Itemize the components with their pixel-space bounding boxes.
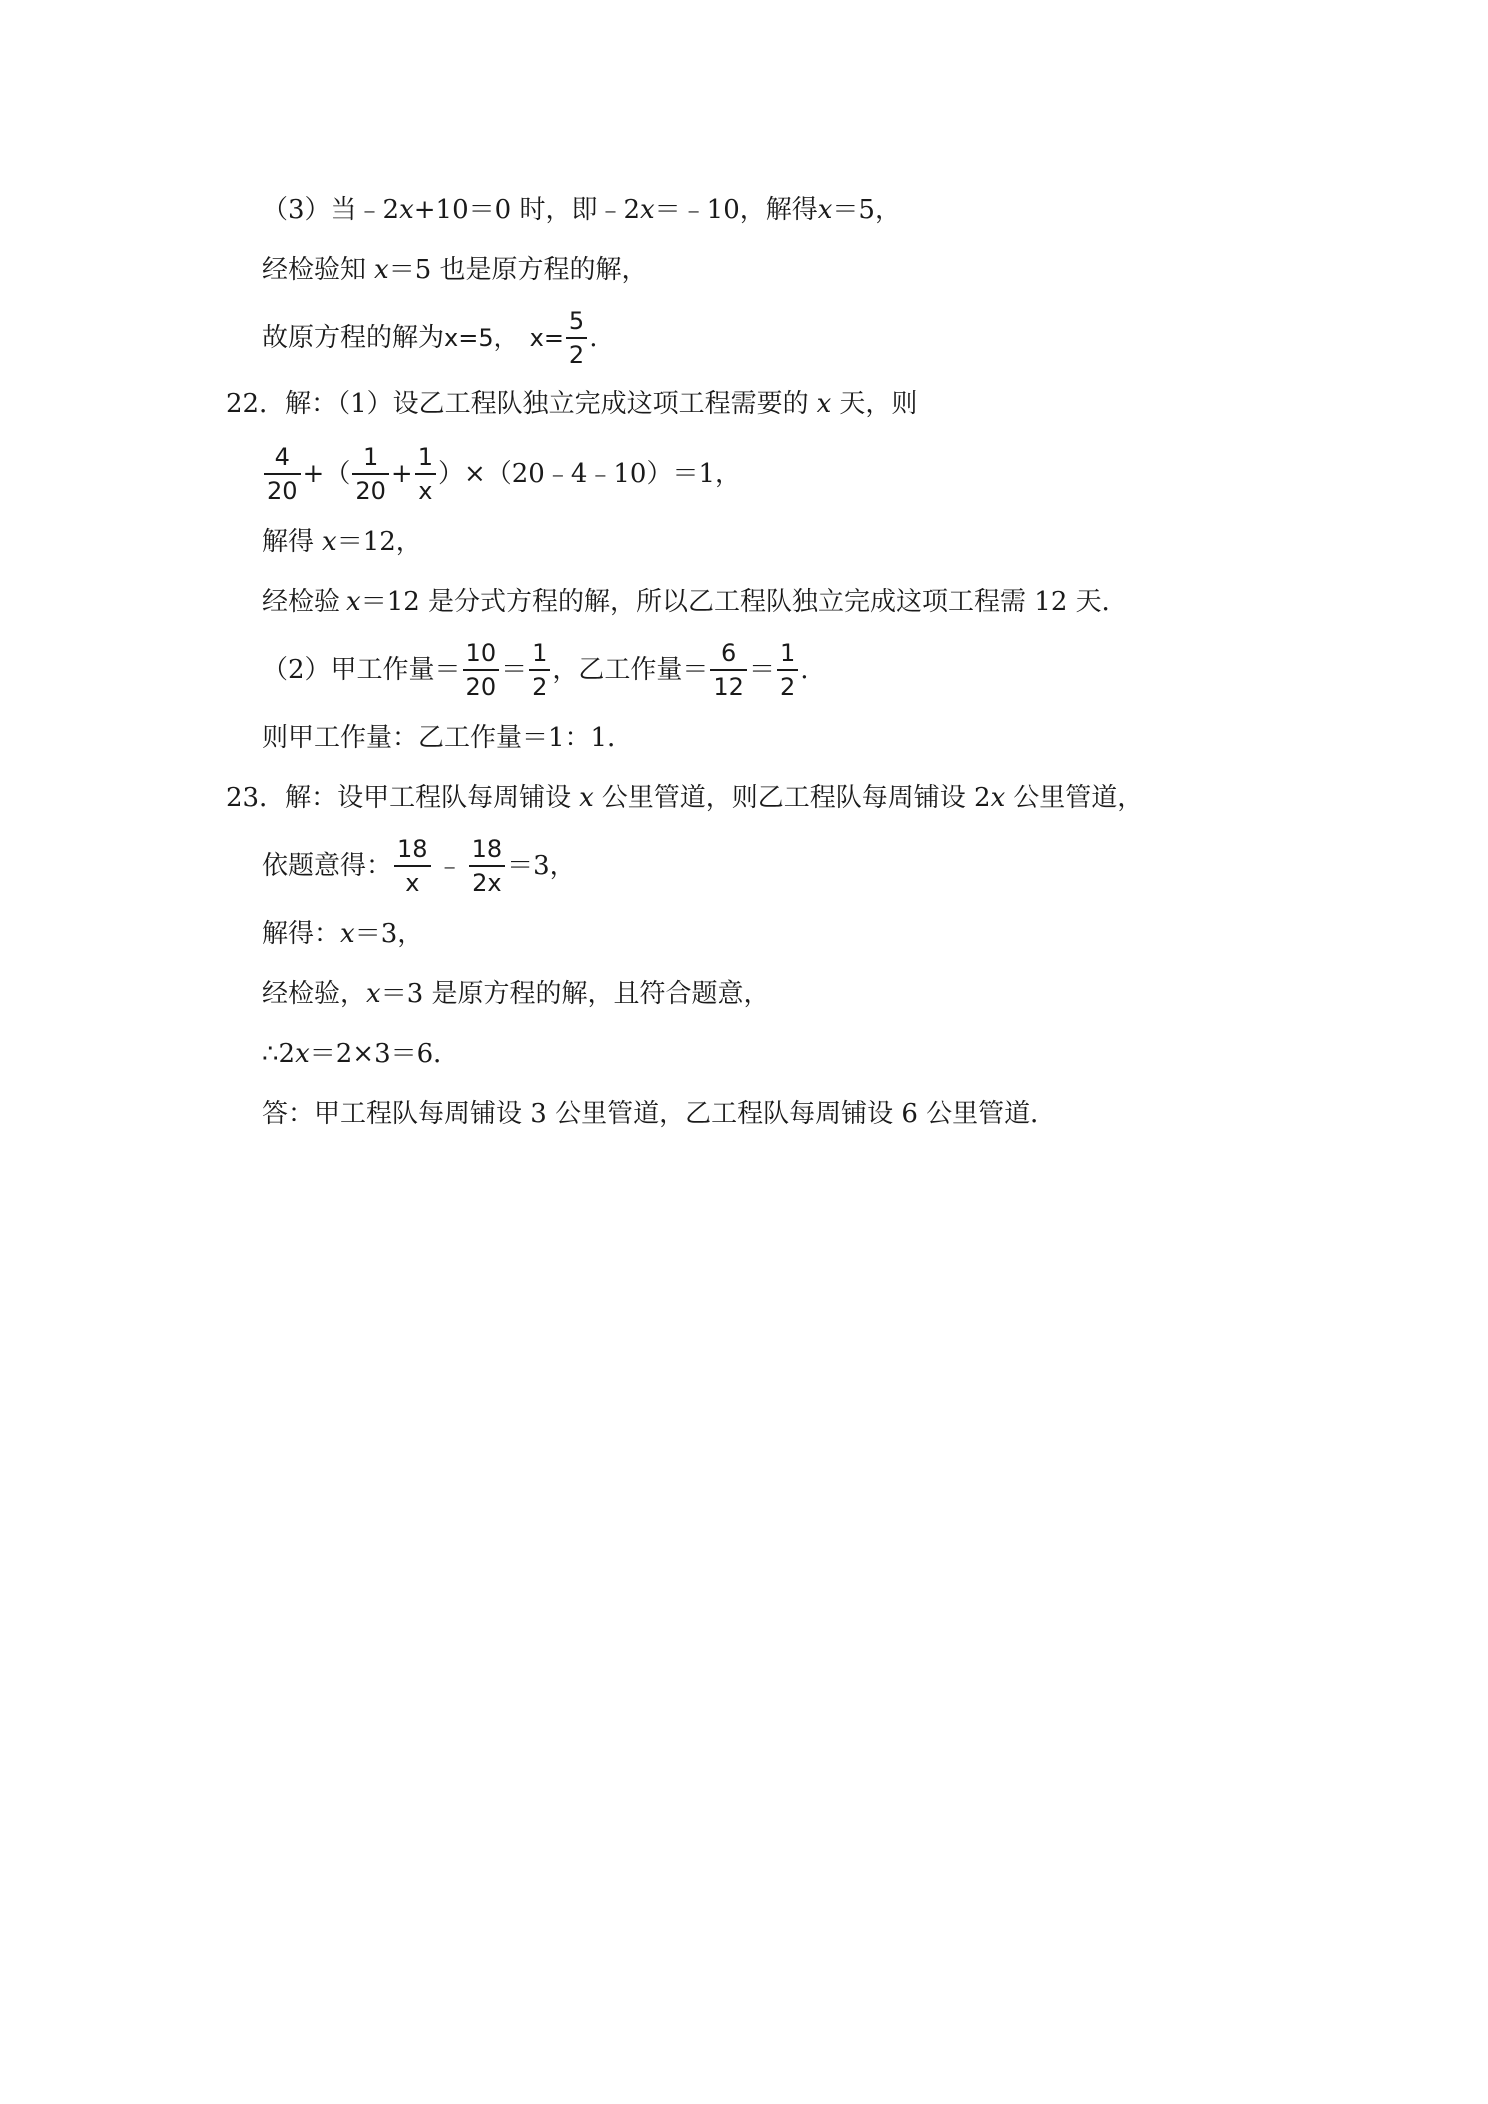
text: ＝﹣10，解得 xyxy=(654,195,818,225)
numerator: 5 xyxy=(568,307,585,335)
denominator: 2x xyxy=(472,869,502,897)
text: +（ xyxy=(302,459,351,489)
variable: x xyxy=(817,195,833,225)
text: ＝3， xyxy=(507,851,576,881)
numerator: 6 xyxy=(721,639,737,667)
numerator: 1 xyxy=(779,639,796,667)
fraction xyxy=(264,443,301,505)
q21-part3-line xyxy=(262,190,901,230)
fraction xyxy=(394,835,431,897)
fraction xyxy=(710,639,747,701)
variable: x xyxy=(399,195,414,225)
text: 公里管道，则乙工程队每周铺设 2 xyxy=(601,783,991,813)
denominator: x xyxy=(418,477,433,505)
fraction xyxy=(566,307,587,369)
text: ﹣2 xyxy=(356,195,400,225)
text: 公里管道， xyxy=(1013,783,1144,813)
text: ∴2 xyxy=(262,1039,296,1069)
q23-heading xyxy=(226,778,1143,818)
variable: x xyxy=(639,195,655,225)
text: （3）当 xyxy=(262,195,357,225)
text: ＝12 是分式方程的解，所以乙工程队独立完成这项工程需 12 天． xyxy=(360,587,1128,617)
text: 解：（1）设乙工程队独立完成这项工程需要的 xyxy=(285,389,809,419)
text: x= xyxy=(529,324,564,352)
denominator: 2 xyxy=(568,341,585,369)
denominator: 2 xyxy=(779,673,796,701)
q22-ratio-line xyxy=(262,718,633,758)
denominator: 20 xyxy=(355,477,386,505)
q23-solve-line xyxy=(262,914,423,954)
variable: x xyxy=(295,1039,310,1069)
fraction xyxy=(469,835,506,897)
text: 经检验， xyxy=(262,979,367,1009)
variable: x xyxy=(366,979,381,1009)
text: ＝3， xyxy=(354,919,424,949)
denominator: x xyxy=(405,869,420,897)
q23-check-line xyxy=(262,974,770,1014)
q22-solve-line xyxy=(262,522,422,562)
denominator: 20 xyxy=(267,477,298,505)
text: ）×（20﹣4﹣10）＝1， xyxy=(437,459,742,489)
q21-check-line xyxy=(262,250,648,290)
variable: x xyxy=(579,783,594,813)
denominator: 20 xyxy=(465,673,497,701)
text: 经检验 xyxy=(262,587,341,617)
text: ＝2×3＝6． xyxy=(309,1039,460,1069)
q23-equation-line xyxy=(262,828,576,904)
q22-part2-line xyxy=(262,632,809,708)
variable: x xyxy=(816,389,832,419)
text: 故原方程的解为 xyxy=(262,323,445,353)
fraction xyxy=(777,639,798,701)
text: 经检验知 xyxy=(262,255,367,285)
q21-answer-line xyxy=(262,300,597,376)
text: 则甲工作量：乙工作量＝1：1． xyxy=(262,723,634,753)
text: ﹣ xyxy=(436,851,463,881)
numerator: 1 xyxy=(417,443,433,471)
text: ＝12， xyxy=(336,527,422,557)
text: ，乙工作量＝ xyxy=(552,655,709,685)
text: . xyxy=(589,323,598,353)
q23-answer-line xyxy=(262,1094,1056,1134)
variable: x xyxy=(322,527,337,557)
fraction xyxy=(529,639,550,701)
question-number: 22． xyxy=(226,389,286,419)
text: ＝ xyxy=(501,655,528,685)
denominator: 12 xyxy=(713,673,744,701)
text: 天，则 xyxy=(839,389,918,419)
question-number: 23． xyxy=(226,783,286,813)
numerator: 1 xyxy=(532,639,548,667)
text: 答：甲工程队每周铺设 3 公里管道，乙工程队每周铺设 6 公里管道． xyxy=(262,1099,1057,1129)
q23-therefore-line xyxy=(262,1034,459,1074)
text: 解：设甲工程队每周铺设 xyxy=(285,783,572,813)
text: + xyxy=(390,459,413,489)
text: ＝5 也是原方程的解， xyxy=(388,255,648,285)
text: x=5， xyxy=(444,324,518,352)
text: 解得： xyxy=(262,919,341,949)
text: （2）甲工作量＝ xyxy=(262,655,461,685)
text: ＝3 是原方程的解，且符合题意， xyxy=(380,979,770,1009)
numerator: 1 xyxy=(362,443,379,471)
fraction xyxy=(352,443,389,505)
numerator: 18 xyxy=(471,835,503,863)
variable: x xyxy=(374,255,389,285)
variable: x xyxy=(340,919,355,949)
variable: x xyxy=(346,587,361,617)
variable: x xyxy=(990,783,1006,813)
text: . xyxy=(800,655,809,685)
fraction xyxy=(463,639,500,701)
numerator: 4 xyxy=(274,443,290,471)
q22-check-line xyxy=(262,582,1128,622)
q22-equation-line xyxy=(262,436,741,512)
q22-heading xyxy=(226,384,917,424)
denominator: 2 xyxy=(532,673,548,701)
fraction xyxy=(415,443,436,505)
text: 解得 xyxy=(262,527,315,557)
numerator: 18 xyxy=(397,835,428,863)
text: ＝ xyxy=(748,655,775,685)
numerator: 10 xyxy=(465,639,497,667)
text: 依题意得： xyxy=(262,851,393,881)
text: ＝5， xyxy=(832,195,901,225)
text: +10＝0 时，即﹣2 xyxy=(413,195,640,225)
